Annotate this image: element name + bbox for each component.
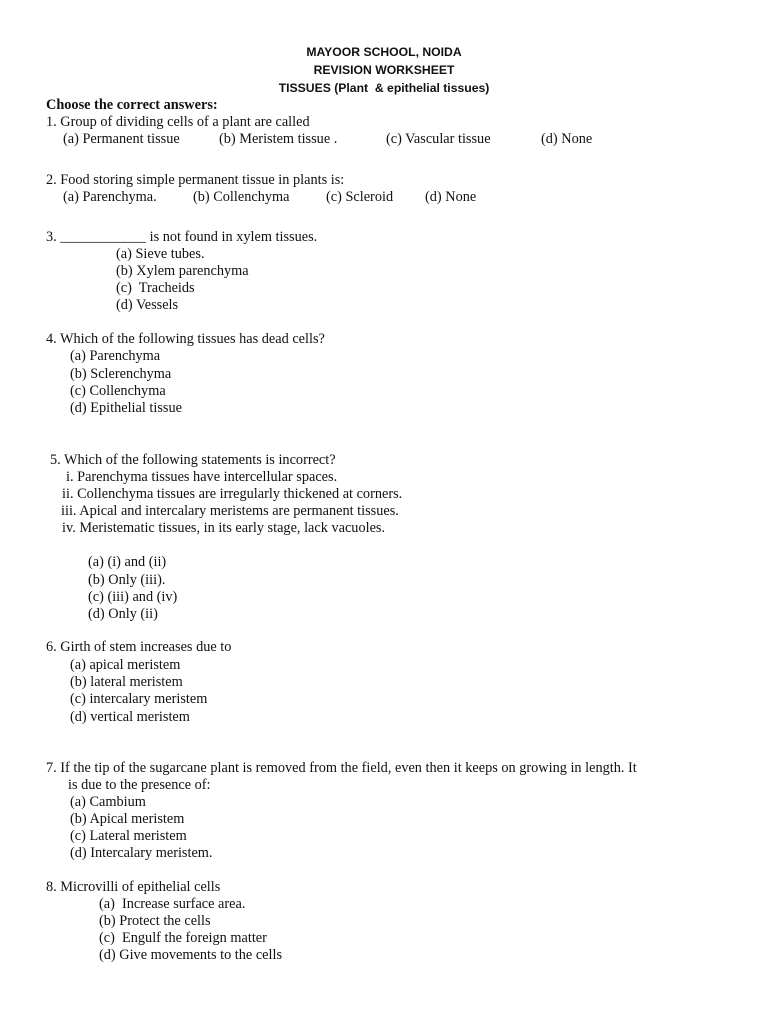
question-5-option-d: (d) Only (ii) <box>88 606 158 622</box>
question-5-option-c: (c) (iii) and (iv) <box>88 589 178 605</box>
question-7-text-continued: is due to the presence of: <box>68 777 211 793</box>
worksheet-topic: TISSUES (Plant & epithelial tissues) <box>278 81 490 95</box>
worksheet-title: REVISION WORKSHEET <box>313 63 455 77</box>
question-8-option-d: (d) Give movements to the cells <box>99 947 283 963</box>
question-6-text: 6. Girth of stem increases due to <box>46 639 232 655</box>
question-8-option-a: (a) Increase surface area. <box>99 896 246 912</box>
question-5-option-b: (b) Only (iii). <box>88 572 166 588</box>
question-7-option-c: (c) Lateral meristem <box>70 828 187 844</box>
question-6-option-c: (c) intercalary meristem <box>70 691 208 707</box>
question-3-option-c: (c) Tracheids <box>116 280 195 296</box>
question-5-option-a: (a) (i) and (ii) <box>88 554 167 570</box>
question-4-option-d: (d) Epithelial tissue <box>70 400 182 416</box>
question-4-option-c: (c) Collenchyma <box>70 383 166 399</box>
question-4-option-b: (b) Sclerenchyma <box>70 366 172 382</box>
question-4-option-a: (a) Parenchyma <box>70 348 161 364</box>
question-8-text: 8. Microvilli of epithelial cells <box>46 879 221 895</box>
question-2-option-a: (a) Parenchyma. <box>63 189 157 205</box>
question-1-option-b: (b) Meristem tissue . <box>219 131 338 147</box>
question-1-option-d: (d) None <box>541 131 593 147</box>
question-7-option-a: (a) Cambium <box>70 794 146 810</box>
question-6-option-b: (b) lateral meristem <box>70 674 183 690</box>
question-1-option-a: (a) Permanent tissue <box>63 131 180 147</box>
question-2-option-d: (d) None <box>425 189 477 205</box>
question-3-text: 3. ____________ is not found in xylem tissues. <box>46 229 318 245</box>
question-5-text: 5. Which of the following statements is incorrect? <box>50 452 336 468</box>
question-2-text: 2. Food storing simple permanent tissue in plants is: <box>46 172 345 188</box>
question-5-statement-i: i. Parenchyma tissues have intercellular spaces. <box>66 469 338 485</box>
question-8-option-c: (c) Engulf the foreign matter <box>99 930 267 946</box>
question-5-statement-iv: iv. Meristematic tissues, in its early stage, lack vacuoles. <box>62 520 386 536</box>
question-2-option-c: (c) Scleroid <box>326 189 394 205</box>
instructions-heading: Choose the correct answers: <box>46 97 218 113</box>
question-8-option-b: (b) Protect the cells <box>99 913 211 929</box>
question-6-option-a: (a) apical meristem <box>70 657 181 673</box>
question-3-option-d: (d) Vessels <box>116 297 179 313</box>
question-1-option-c: (c) Vascular tissue <box>386 131 491 147</box>
question-3-option-a: (a) Sieve tubes. <box>116 246 205 262</box>
question-5-statement-iii: iii. Apical and intercalary meristems are permanent tissues. <box>61 503 399 519</box>
question-5-statement-ii: ii. Collenchyma tissues are irregularly thickened at corners. <box>62 486 403 502</box>
question-7-option-b: (b) Apical meristem <box>70 811 185 827</box>
question-4-text: 4. Which of the following tissues has dead cells? <box>46 331 325 347</box>
question-6-option-d: (d) vertical meristem <box>70 709 190 725</box>
question-2-option-b: (b) Collenchyma <box>193 189 290 205</box>
school-name: MAYOOR SCHOOL, NOIDA <box>306 45 462 59</box>
question-7-text: 7. If the tip of the sugarcane plant is removed from the field, even then it keeps on growing in length. It <box>46 760 637 776</box>
question-1-text: 1. Group of dividing cells of a plant are called <box>46 114 310 130</box>
question-7-option-d: (d) Intercalary meristem. <box>70 845 213 861</box>
question-3-option-b: (b) Xylem parenchyma <box>116 263 249 279</box>
